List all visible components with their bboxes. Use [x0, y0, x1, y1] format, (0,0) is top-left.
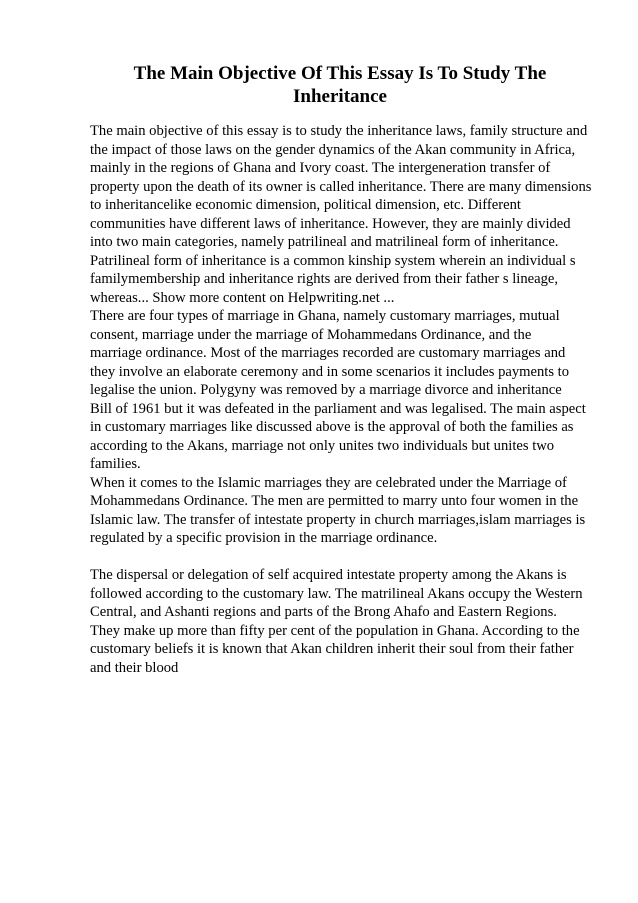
title-line: The Main Objective Of This Essay Is To Study The	[133, 63, 547, 84]
text-line: Central, and Ashanti regions and parts of the Brong Ahafo and Eastern Regions.	[90, 604, 557, 620]
paragraph-2	[90, 307, 592, 474]
text-line: according to the Akans, marriage not only unites two individuals but unites two	[90, 437, 555, 454]
text-line: whereas... Show more content on Helpwriting.net ...	[90, 289, 395, 306]
text-line: families.	[90, 456, 141, 472]
text-line: The main objective of this essay is to study the inheritance laws, family structure and	[90, 123, 588, 139]
title-line: Inheritance	[293, 86, 387, 107]
text-line: to inheritancelike economic dimension, political dimension, etc. Different	[90, 197, 521, 213]
text-line: They make up more than fifty per cent of the population in Ghana. According to the	[90, 622, 580, 639]
text-line: consent, marriage under the marriage of Mohammedans Ordinance, and the	[90, 326, 532, 343]
text-line: regulated by a specific provision in the marriage ordinance.	[90, 530, 438, 546]
text-line: mainly in the regions of Ghana and Ivory coast. The intergeneration transfer of	[90, 160, 551, 176]
text-line: Patrilineal form of inheritance is a common kinship system wherein an individual s	[90, 252, 576, 269]
paragraph-gap	[90, 548, 592, 567]
paragraph-4	[90, 566, 592, 677]
text-line: communities have different laws of inheritance. However, they are mainly divided	[90, 215, 571, 232]
text-line: There are four types of marriage in Ghana, namely customary marriages, mutual	[90, 308, 560, 324]
text-line: into two main categories, namely patrilineal and matrilineal form of inheritance.	[90, 234, 559, 250]
text-line: Bill of 1961 but it was defeated in the parliament and was legalised. The main aspect	[90, 400, 586, 417]
text-line: When it comes to the Islamic marriages they are celebrated under the Marriage of	[90, 474, 567, 491]
text-line: and their blood	[90, 659, 179, 676]
text-line: Mohammedans Ordinance. The men are permitted to marry unto four women in the	[90, 493, 579, 509]
text-line: followed according to the customary law. The matrilineal Akans occupy the Western	[90, 585, 583, 602]
text-line: Islamic law. The transfer of intestate property in church marriages,islam marriages is	[90, 511, 586, 528]
text-line: they involve an elaborate ceremony and in some scenarios it includes payments to	[90, 363, 570, 380]
text-line: The dispersal or delegation of self acquired intestate property among the Akans is	[90, 567, 567, 583]
text-line: in customary marriages like discussed above is the approval of both the families as	[90, 419, 574, 435]
paragraph-1	[90, 122, 592, 307]
paragraph-3	[90, 474, 592, 548]
text-line: the impact of those laws on the gender dynamics of the Akan community in Africa,	[90, 141, 576, 158]
text-line: legalise the union. Polygyny was removed by a marriage divorce and inheritance	[90, 382, 562, 398]
text-line: property upon the death of its owner is called inheritance. There are many dimensions	[90, 178, 592, 195]
essay-body	[90, 122, 592, 677]
text-line: familymembership and inheritance rights are derived from their father s lineage,	[90, 271, 559, 287]
text-line: marriage ordinance. Most of the marriages recorded are customary marriages and	[90, 345, 566, 361]
essay-title	[90, 62, 590, 108]
text-line: customary beliefs it is known that Akan children inherit their soul from their father	[90, 641, 574, 657]
